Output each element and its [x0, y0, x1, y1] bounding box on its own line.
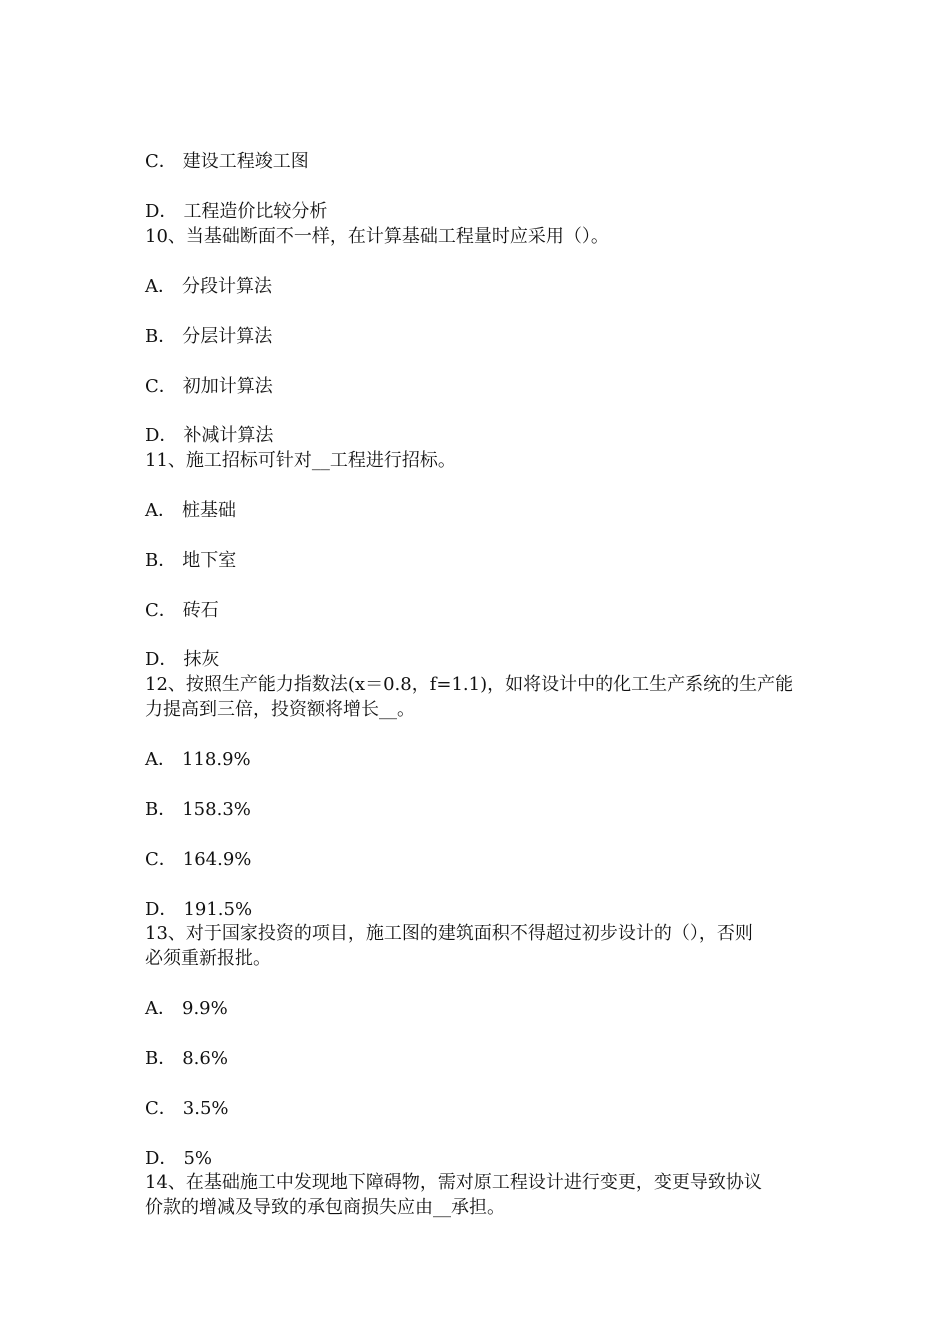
option-text: 抹灰 [183, 649, 220, 670]
option-text: 191.5% [183, 899, 253, 920]
option-text: 建设工程竣工图 [182, 151, 309, 172]
option-d-q9 [145, 200, 815, 224]
option-c-q10 [145, 375, 815, 399]
option-letter: A． [145, 276, 176, 297]
option-b-q10 [145, 325, 815, 349]
question-12-line1: 12、按照生产能力指数法(x＝0.8，f=1.1)，如将设计中的化工生产系统的生产能 [145, 674, 794, 695]
option-letter: C． [145, 849, 177, 870]
option-c-q9 [145, 150, 815, 174]
option-letter: C． [145, 376, 177, 397]
option-letter: C． [145, 151, 177, 172]
option-text: 9.9% [182, 998, 228, 1019]
question-12-line2: 力提高到三倍，投资额将增长__。 [145, 699, 415, 720]
option-d-q13 [145, 1147, 815, 1171]
option-text: 砖石 [182, 600, 219, 621]
option-text: 初加计算法 [182, 376, 273, 397]
option-letter: A． [145, 500, 176, 521]
option-c-q12 [145, 848, 815, 872]
option-c-q13 [145, 1097, 815, 1121]
option-d-q10 [145, 424, 815, 448]
option-c-q11 [145, 599, 815, 623]
question-11: 11、施工招标可针对__工程进行招标。 [145, 450, 456, 471]
option-text: 3.5% [182, 1098, 229, 1119]
option-text: 5% [183, 1148, 212, 1169]
option-letter: D． [145, 899, 178, 920]
option-letter: A． [145, 749, 176, 770]
question-13-line2: 必须重新报批。 [145, 948, 271, 969]
option-a-q11 [145, 499, 815, 523]
option-text: 分层计算法 [182, 326, 273, 347]
option-letter: B． [145, 550, 177, 571]
option-letter: C． [145, 1098, 177, 1119]
option-letter: A． [145, 998, 176, 1019]
option-text: 工程造价比较分析 [183, 201, 328, 222]
option-letter: C． [145, 600, 177, 621]
option-letter: D． [145, 425, 178, 446]
option-b-q12 [145, 798, 815, 822]
option-text: 158.3% [182, 799, 251, 820]
option-text: 8.6% [182, 1048, 228, 1069]
option-b-q13 [145, 1047, 815, 1071]
option-a-q10 [145, 275, 815, 299]
option-a-q13 [145, 997, 815, 1021]
question-10: 10、当基础断面不一样，在计算基础工程量时应采用（）。 [145, 226, 609, 247]
option-text: 桩基础 [182, 500, 236, 521]
option-text: 地下室 [182, 550, 237, 571]
question-14-line2: 价款的增减及导致的承包商损失应由__承担。 [145, 1197, 505, 1218]
option-text: 分段计算法 [182, 276, 272, 297]
option-text: 164.9% [182, 849, 252, 870]
option-text: 118.9% [182, 749, 251, 770]
option-letter: D． [145, 201, 178, 222]
question-13-line1: 13、对于国家投资的项目，施工图的建筑面积不得超过初步设计的（），否则 [145, 923, 753, 944]
option-letter: B． [145, 1048, 177, 1069]
option-text: 补减计算法 [183, 425, 274, 446]
option-b-q11 [145, 549, 815, 573]
option-d-q11 [145, 648, 815, 672]
option-letter: D． [145, 649, 178, 670]
question-14-line1: 14、在基础施工中发现地下障碍物，需对原工程设计进行变更，变更导致协议 [145, 1172, 762, 1193]
option-a-q12 [145, 748, 815, 772]
option-letter: B． [145, 799, 177, 820]
option-d-q12 [145, 898, 815, 922]
option-letter: D． [145, 1148, 178, 1169]
option-letter: B． [145, 326, 177, 347]
